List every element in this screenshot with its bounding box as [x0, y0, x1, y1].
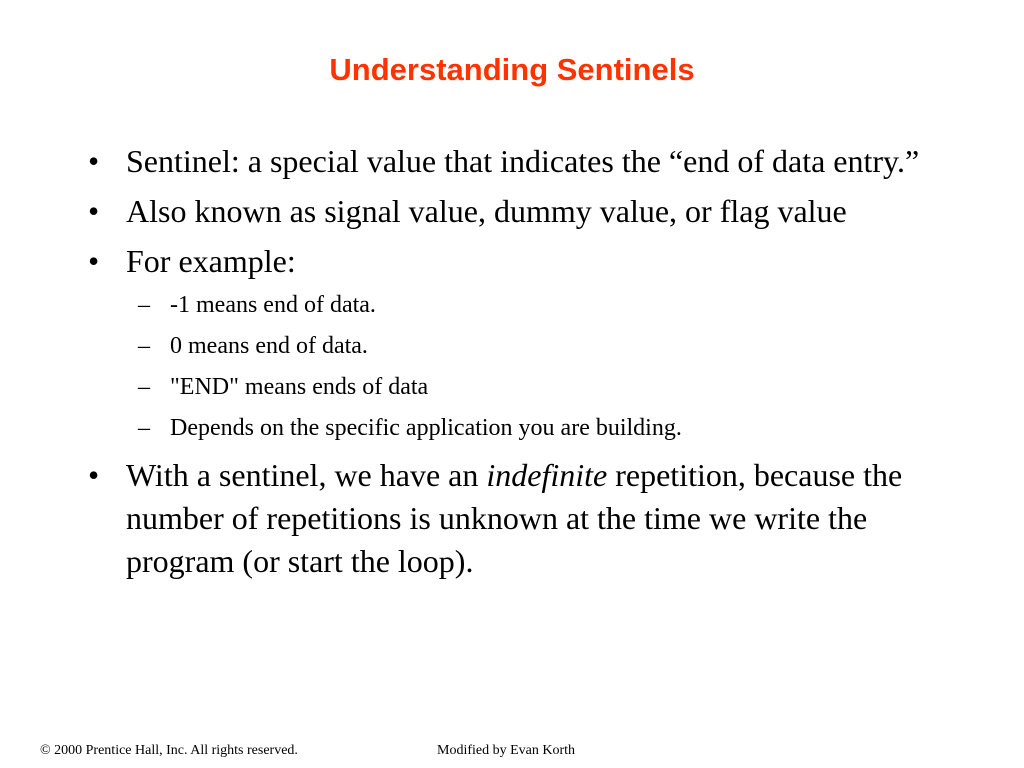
sub-bullet-marker: – — [138, 415, 150, 441]
sub-bullet-minus-one — [84, 290, 964, 321]
bullet-text: Sentinel: a special value that indicates the “end of data entry.” — [126, 143, 920, 179]
bullet-for-example — [84, 240, 964, 283]
sub-bullet-marker: – — [138, 333, 150, 359]
sub-bullet-depends — [84, 413, 964, 444]
bullet-marker: • — [88, 243, 100, 279]
sub-bullet-zero — [84, 331, 964, 362]
sub-bullet-text: "END" means ends of data — [170, 374, 429, 400]
bullet-text-tail: repetition, because the number of repetitions is unknown at the time we write the program (or start the loop). — [126, 457, 903, 579]
sub-bullet-text: 0 means end of data. — [170, 333, 368, 359]
bullet-marker: • — [88, 193, 100, 229]
bullet-marker: • — [88, 143, 100, 179]
slide-body — [84, 140, 964, 590]
footer-copyright: © 2000 Prentice Hall, Inc. All rights reserved. — [40, 743, 298, 758]
sub-bullet-text: -1 means end of data. — [170, 292, 376, 318]
sub-bullet-end-string — [84, 372, 964, 403]
sub-bullet-text: Depends on the specific application you are building. — [170, 415, 682, 441]
sub-bullet-marker: – — [138, 292, 150, 318]
bullet-text: For example: — [126, 243, 296, 279]
example-list — [84, 290, 964, 444]
emphasized-term: indefinite — [486, 457, 608, 493]
sub-bullet-marker: – — [138, 374, 150, 400]
footer-modified-by: Modified by Evan Korth — [437, 743, 576, 758]
bullet-text-lead: With a sentinel, we have an — [126, 457, 487, 493]
slide-title: Understanding Sentinels — [329, 52, 695, 87]
bullet-text: Also known as signal value, dummy value, or flag value — [126, 193, 847, 229]
bullet-indefinite-repetition — [84, 454, 964, 583]
bullet-sentinel-definition — [84, 140, 964, 183]
bullet-also-known-as — [84, 190, 964, 233]
bullet-marker: • — [88, 457, 100, 493]
